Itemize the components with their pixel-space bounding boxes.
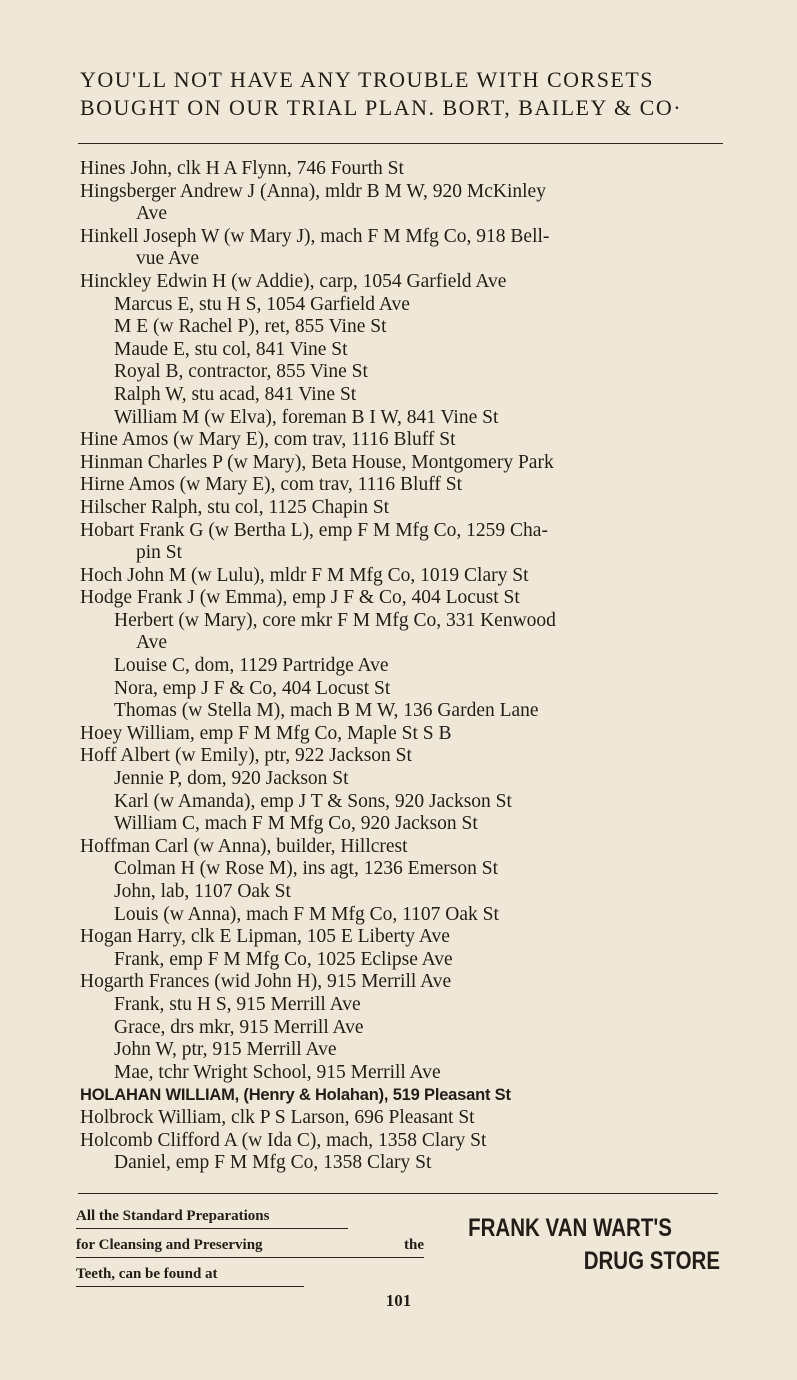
directory-entry: [80, 791, 730, 814]
directory-entry: [80, 407, 730, 430]
entry-text: Royal B, contractor, 855 Vine St: [114, 361, 368, 383]
directory-entry: [80, 678, 730, 701]
directory-entry: [80, 610, 730, 655]
directory-entry: [80, 587, 730, 610]
directory-entry: [80, 949, 730, 972]
directory-entry: [80, 294, 730, 317]
entry-text: Frank, stu H S, 915 Merrill Ave: [114, 993, 361, 1015]
directory-entry: [80, 316, 730, 339]
entry-text: Hinman Charles P (w Mary), Beta House, Montgomery Park: [80, 451, 554, 473]
directory-entry: [80, 520, 730, 565]
directory-entries: [80, 158, 730, 1175]
directory-entry: [80, 565, 730, 588]
entry-text: Karl (w Amanda), emp J T & Sons, 920 Jackson St: [114, 790, 512, 812]
directory-entry: [80, 271, 730, 294]
header-advertisement: [80, 66, 730, 122]
entry-text: Hoffman Carl (w Anna), builder, Hillcrest: [80, 835, 408, 857]
directory-entry: [80, 226, 730, 271]
entry-text: Hoey William, emp F M Mfg Co, Maple St S B: [80, 722, 452, 744]
entry-text: M E (w Rachel P), ret, 855 Vine St: [114, 316, 387, 338]
entry-text: Jennie P, dom, 920 Jackson St: [114, 768, 349, 790]
entry-text: Thomas (w Stella M), mach B M W, 136 Garden Lane: [114, 700, 539, 722]
entry-text: Hirne Amos (w Mary E), com trav, 1116 Bluff St: [80, 474, 463, 496]
directory-entry: [80, 813, 730, 836]
directory-entry: [80, 768, 730, 791]
entry-text: Herbert (w Mary), core mkr F M Mfg Co, 331 Kenwood: [114, 609, 556, 631]
entry-text: Louise C, dom, 1129 Partridge Ave: [114, 655, 389, 677]
entry-text: Daniel, emp F M Mfg Co, 1358 Clary St: [114, 1152, 432, 1174]
entry-text: Mae, tchr Wright School, 915 Merrill Ave: [114, 1061, 441, 1083]
directory-entry: [80, 361, 730, 384]
directory-entry: [80, 1017, 730, 1040]
directory-entry: [80, 339, 730, 362]
directory-entry: [80, 971, 730, 994]
entry-text: Hogarth Frances (wid John H), 915 Merrill Ave: [80, 971, 452, 993]
header-line-2: BOUGHT ON OUR TRIAL PLAN. BORT, BAILEY & CO·: [80, 95, 683, 120]
footer-ad-store-type: DRUG STORE: [583, 1247, 720, 1275]
directory-entry: [80, 384, 730, 407]
entry-text: Maude E, stu col, 841 Vine St: [114, 338, 348, 360]
header-rule: [78, 143, 723, 144]
directory-entry: [80, 858, 730, 881]
footer-ad-line-3: Teeth, can be found at: [76, 1266, 304, 1287]
directory-entry: [80, 1107, 730, 1130]
entry-text: Frank, emp F M Mfg Co, 1025 Eclipse Ave: [114, 948, 453, 970]
entry-continuation: pin St: [136, 542, 183, 564]
directory-entry: [80, 926, 730, 949]
directory-entry: [80, 745, 730, 768]
entry-text: Hines John, clk H A Flynn, 746 Fourth St: [80, 158, 404, 179]
directory-entry: [80, 881, 730, 904]
directory-entry: [80, 1130, 730, 1153]
entry-text: Nora, emp J F & Co, 404 Locust St: [114, 677, 391, 699]
entry-text: Grace, drs mkr, 915 Merrill Ave: [114, 1016, 364, 1038]
footer-ad-line-2-end: the: [404, 1237, 424, 1253]
entry-text: Hinkell Joseph W (w Mary J), mach F M Mfg Co, 918 Bell-: [80, 225, 550, 247]
entry-text: Holcomb Clifford A (w Ida C), mach, 1358 Clary St: [80, 1129, 487, 1151]
entry-text: Hogan Harry, clk E Lipman, 105 E Liberty Ave: [80, 926, 450, 948]
directory-entry: [80, 1084, 730, 1107]
entry-text: Hingsberger Andrew J (Anna), mldr B M W, 920 McKinley: [80, 180, 546, 202]
directory-entry: [80, 497, 730, 520]
entry-text: Louis (w Anna), mach F M Mfg Co, 1107 Oak St: [114, 903, 499, 925]
entry-text: Holbrock William, clk P S Larson, 696 Pleasant St: [80, 1106, 475, 1128]
page-number: 101: [385, 1291, 412, 1310]
directory-entry: [80, 429, 730, 452]
entry-text: Hine Amos (w Mary E), com trav, 1116 Bluff St: [80, 429, 456, 451]
directory-entry: [80, 474, 730, 497]
entry-text: Hobart Frank G (w Bertha L), emp F M Mfg Co, 1259 Cha-: [80, 519, 548, 541]
directory-entry: [80, 181, 730, 226]
directory-entry: [80, 904, 730, 927]
entry-text: William C, mach F M Mfg Co, 920 Jackson St: [114, 813, 478, 835]
entry-text: John W, ptr, 915 Merrill Ave: [114, 1039, 337, 1061]
directory-entry: [80, 1062, 730, 1085]
entry-text: Hilscher Ralph, stu col, 1125 Chapin St: [80, 496, 390, 518]
directory-entry: [80, 836, 730, 859]
footer-ad-line-2: [76, 1237, 424, 1258]
directory-entry: [80, 994, 730, 1017]
entry-text: Ralph W, stu acad, 841 Vine St: [114, 383, 357, 405]
entry-continuation: Ave: [136, 632, 168, 654]
entry-text: Hoch John M (w Lulu), mldr F M Mfg Co, 1019 Clary St: [80, 564, 529, 586]
header-line-1: YOU'LL NOT HAVE ANY TROUBLE WITH CORSETS: [80, 67, 655, 92]
entry-text: Hodge Frank J (w Emma), emp J F & Co, 404 Locust St: [80, 587, 520, 609]
entry-text: Hinckley Edwin H (w Addie), carp, 1054 Garfield Ave: [80, 270, 507, 292]
directory-entry: [80, 1039, 730, 1062]
footer-rule: [78, 1193, 718, 1194]
footer-ad-left: [76, 1208, 426, 1295]
entry-text: John, lab, 1107 Oak St: [114, 881, 291, 902]
entry-text: William M (w Elva), foreman B I W, 841 Vine St: [114, 406, 499, 428]
entry-continuation: vue Ave: [136, 248, 199, 270]
footer-ad-right: [440, 1212, 720, 1278]
directory-entry: [80, 700, 730, 723]
directory-entry: [80, 158, 730, 181]
entry-text: HOLAHAN WILLIAM, (Henry & Holahan), 519 Pleasant St: [80, 1086, 511, 1105]
directory-entry: [80, 723, 730, 746]
directory-entry: [80, 1152, 730, 1175]
entry-text: Colman H (w Rose M), ins agt, 1236 Emerson St: [114, 858, 499, 880]
entry-text: Hoff Albert (w Emily), ptr, 922 Jackson St: [80, 745, 412, 767]
footer-ad-line-2-text: for Cleansing and Preserving: [76, 1237, 263, 1253]
footer-ad-line-1: All the Standard Preparations: [76, 1208, 348, 1229]
directory-entry: [80, 655, 730, 678]
entry-text: Marcus E, stu H S, 1054 Garfield Ave: [114, 293, 410, 315]
footer-ad-store-name: FRANK VAN WART'S: [468, 1214, 672, 1242]
directory-entry: [80, 452, 730, 475]
entry-continuation: Ave: [136, 203, 168, 225]
